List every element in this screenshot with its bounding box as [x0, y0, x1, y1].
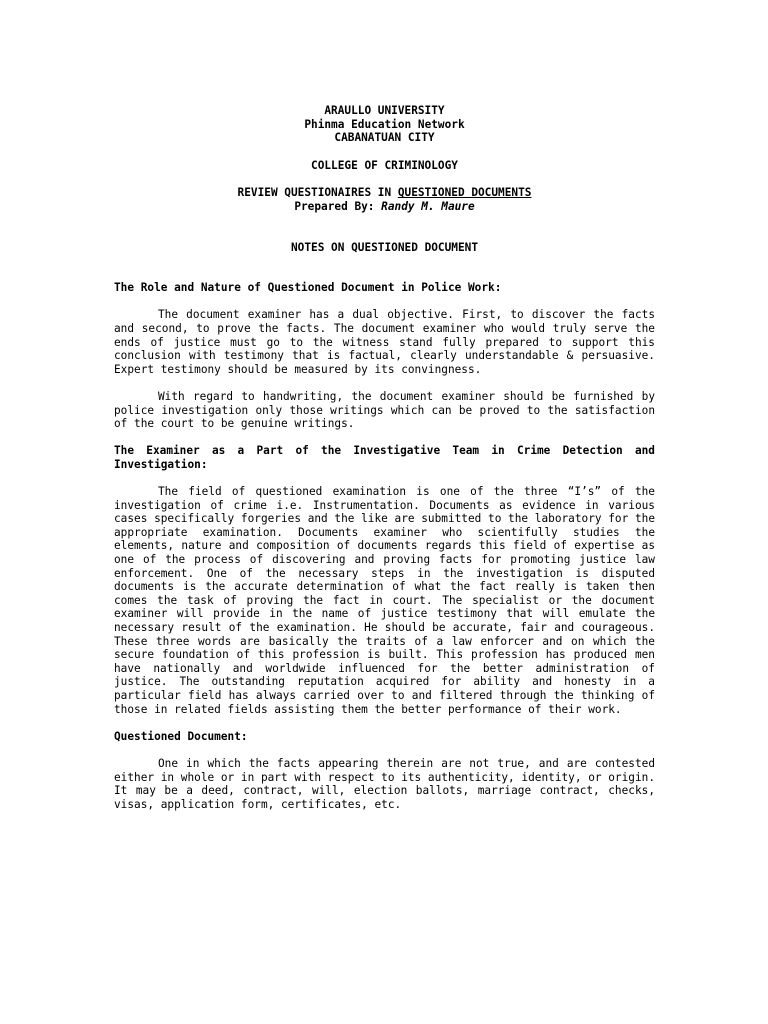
section-heading: The Role and Nature of Questioned Document in Police Work:: [114, 281, 502, 295]
city-name: CABANATUAN CITY: [334, 131, 435, 145]
notes-title: NOTES ON QUESTIONED DOCUMENT: [290, 240, 478, 254]
paragraph-text: The field of questioned examination is one of the three “I’s” of the investigation of crime i.e. Instrumentation. Documents as evidence in various cases specifically forgeries and the like are submitted to the laboratory for the appropriate examination. Documents examiner who scientifully studies the elements, nature and composition of documents regards this field of expertise as one of the process of discovering and proving facts for promoting justice law enforcement. One of the necessary steps in the investigation is disputed documents is the accurate determination of what the fact really is taken then comes the task of proving the fact in court. The specialist or the document examiner will provide in the name of justice testimony that will emulate the necessary result of the examination. He should be accurate, fair and courageous. These three words are basically the traits of a law enforcer and on which the secure foundation of this profession is built. This profession has produced men have nationally and worldwide influenced for the better administration of justice. The outstanding reputation acquired for ability and honesty in a particular field has always carried over to and filtered through the thinking of those in related fields assisting them the better performance of their work.: [114, 485, 655, 716]
section-heading: Questioned Document:: [114, 729, 248, 743]
university-name: ARAULLO UNIVERSITY: [324, 104, 445, 117]
section-examiner-investigative-team: [114, 444, 655, 471]
college-name: COLLEGE OF CRIMINOLOGY: [311, 158, 458, 172]
paragraph-text: One in which the facts appearing therein are not true, and are contested either in whole or in part with respect to its authenticity, identity, or origin. It may be a deed, contract, will, election ballots, marriage contract, checks, visas, application form, certificates, etc.: [114, 756, 655, 811]
paragraph: [114, 757, 655, 811]
review-prefix: REVIEW QUESTIONAIRES IN: [237, 186, 398, 200]
section-role-and-nature: [114, 281, 655, 295]
network-name: Phinma Education Network: [304, 117, 465, 131]
document-page: [114, 104, 655, 825]
paragraph-text: With regard to handwriting, the document examiner should be furnished by police investigation only those writings which can be proved to the satisfaction of the court to be genuine writings.: [114, 389, 655, 431]
prepared-by-label: Prepared By:: [294, 199, 382, 213]
section-questioned-document: [114, 730, 655, 744]
paragraph: [114, 308, 655, 376]
paragraph: [114, 390, 655, 431]
paragraph: [114, 485, 655, 716]
section-heading: The Examiner as a Part of the Investigative Team in Crime Detection and Investigation:: [114, 444, 655, 471]
paragraph-text: The document examiner has a dual objective. First, to discover the facts and second, to prove the facts. The document examiner who would truly serve the ends of justice must go to the witness stand fully prepared to support this conclusion with testimony that is factual, clearly understandable & persuasive. Expert testimony should be measured by its convingness.: [114, 308, 655, 376]
prepared-by: [114, 200, 655, 214]
review-title: [114, 186, 655, 200]
prepared-by-name: Randy M. Maure: [381, 199, 475, 213]
review-subject: QUESTIONED DOCUMENTS: [397, 186, 532, 200]
